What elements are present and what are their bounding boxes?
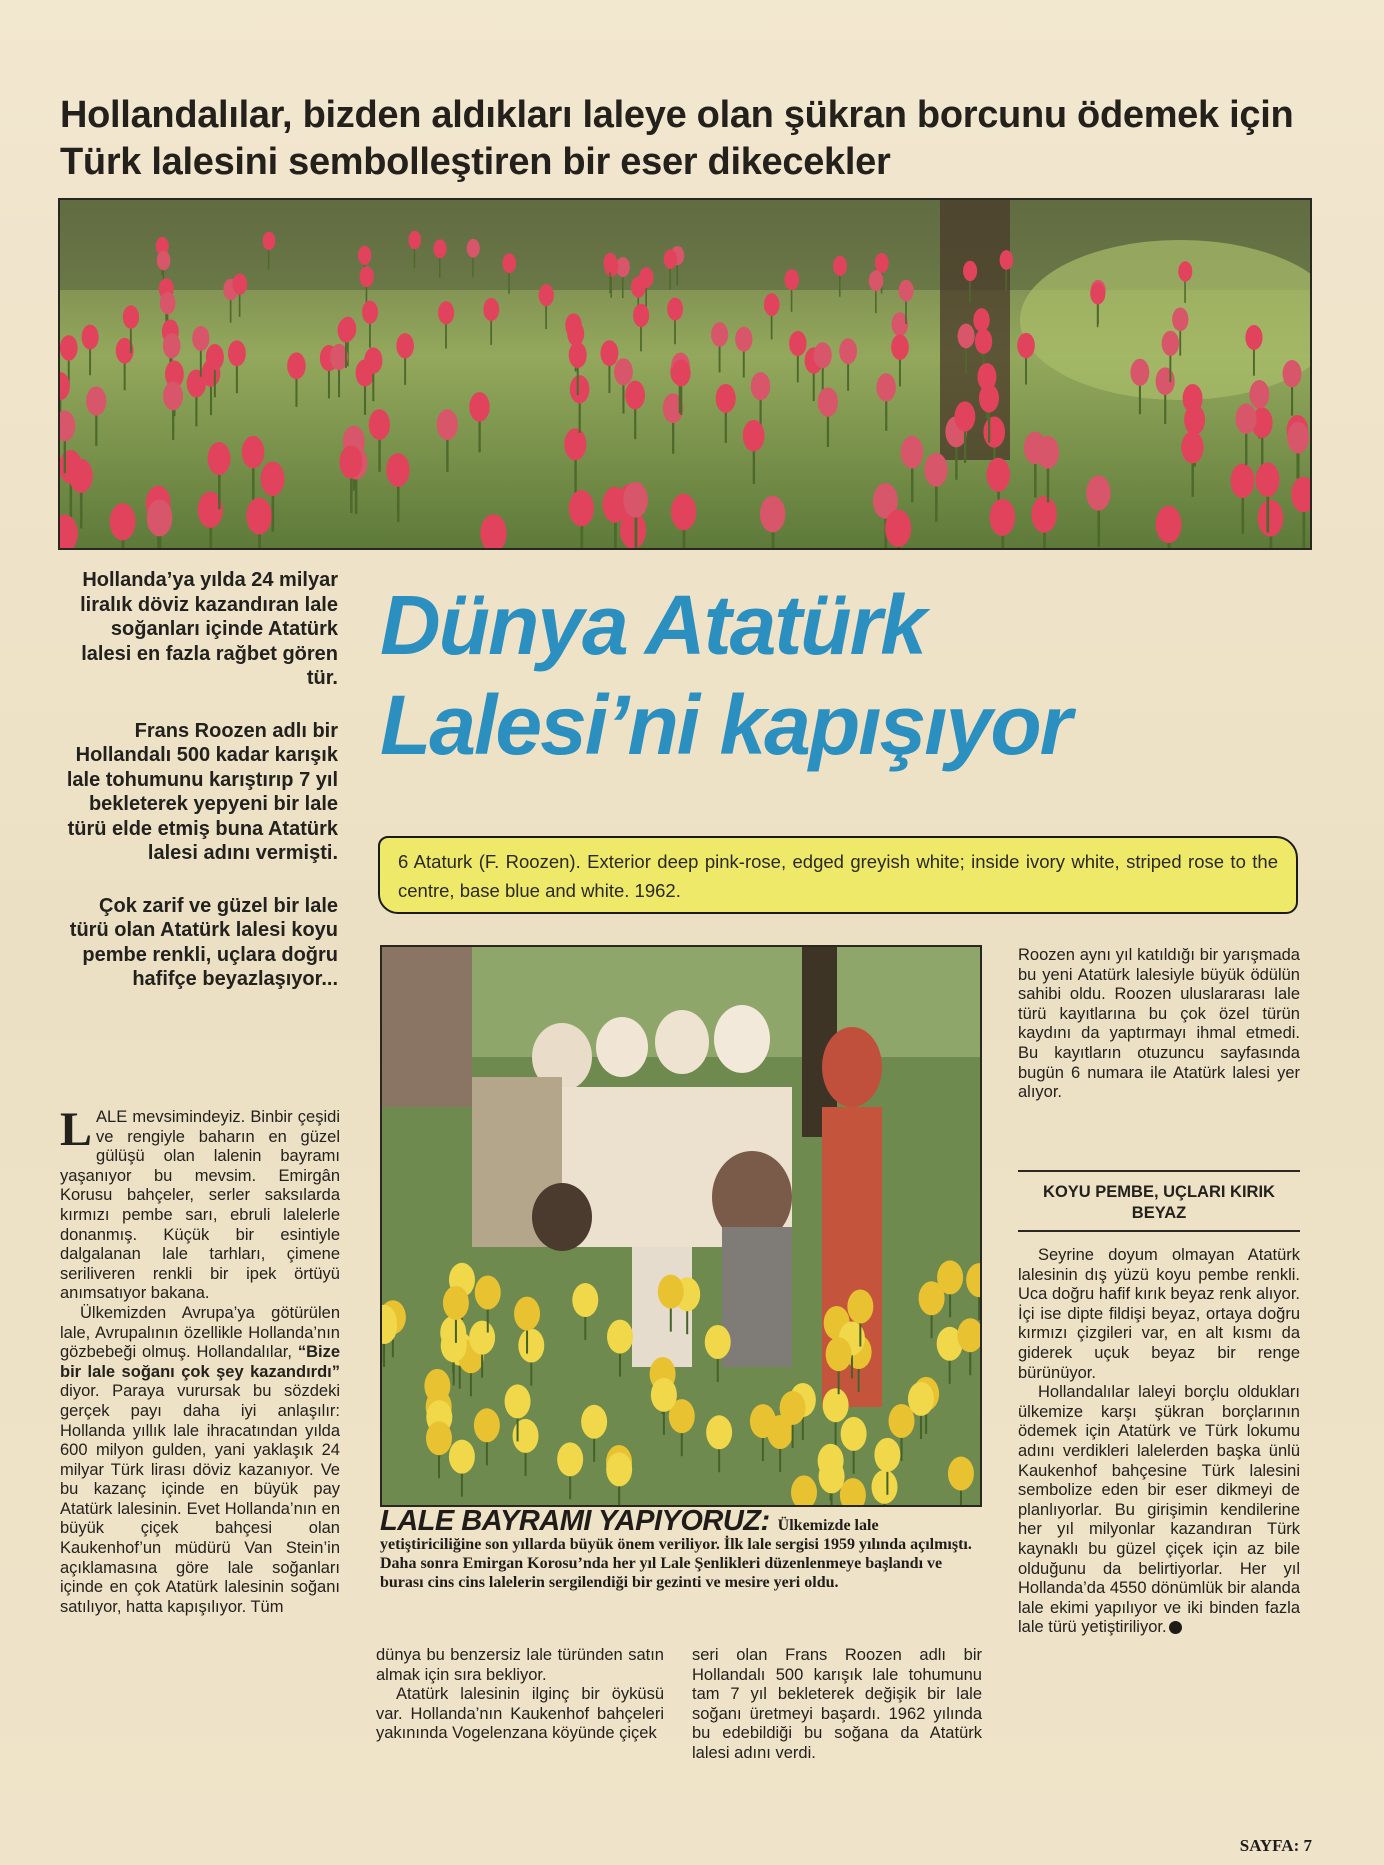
body-paragraph: Roozen aynı yıl katıldığı bir yarışmada bu yeni Atatürk lalesiyle büyük ödülün sahibi oldu. Roozen uluslararası lale türü kayıtlarına bu çok özel türün kaydını da yaptırmayı ihmal etmedi. Bu kayıtların otuzuncu sayfasında bugün 6 numara ile Atatürk lalesi yer alıyor. [1018,946,1300,1102]
body-paragraph: LALE mevsimindeyiz. Binbir çeşidi ve rengiyle baharın en güzel gülüşü olan lalenin bayramı yaşanıyor bu mevsim. Emirgân Korusu bahçeler, serler saksılarda kırmızı pembe sarı, ebruli lalelerle donanmış. Küçük bir esintiyle dalgalanan lale tarhları, çimene seriliveren renkli bir ipek örtüyü anımsatıyor bakana. [60,1103,340,1303]
lead-summary [60,568,338,1020]
tulip-festival-photo [380,945,982,1507]
body-column-mid-1 [376,1646,664,1744]
body-paragraph: dünya bu benzersiz lale türünden satın almak için sıra bekliyor. [376,1646,664,1684]
body-column-mid-2 [692,1646,982,1764]
main-headline [380,575,1310,775]
section-subheading: KOYU PEMBE, UÇLARI KIRIK BEYAZ [1018,1170,1300,1232]
lead-paragraph: Frans Roozen adlı bir Hollandalı 500 kadar karışık lale tohumunu karıştırıp 7 yıl bekleterek yepyeni bir lale türü elde etmiş buna Atatürk lalesi adını vermişti. [66,719,338,864]
body-column-right-top [1018,946,1300,1103]
page-number: SAYFA: 7 [1239,1836,1312,1855]
body-paragraph: Atatürk lalesinin ilginç bir öyküsü var. Hollanda’nın Kaukenhof bahçeleri yakınında Vogelenzana köyünde çiçek [376,1685,664,1743]
main-headline-line: Lalesi’ni kapışıyor [380,678,1071,772]
body-paragraph: Ülkemizden Avrupa’ya götürülen lale, Avrupalının özellikle Hollanda’nın gözbebeği olmuş. Hollandalılar, “Bize bir lale soğanı çok şey kazandırdı” diyor. Paraya vurursak bu sözdeki gerçek payı daha iyi anlaşılır: Hollanda yıllık lale ihracatından yılda 600 milyon gulden, yani yaklaşık 24 milyar Türk lirası döviz kazanıyor. Ve bu kazanç içinde en büyük pay Atatürk lalesinin. Evet Hollanda’nın en büyük çiçek bahçesi olan Kaukenhof’un müdürü Van Stein’in açıklamasına göre lale soğanları içinde en çok Atatürk lalesinin soğanı satılıyor, hatta kapışılıyor. Tüm [60,1303,340,1616]
body-paragraph: Seyrine doyum olmayan Atatürk lalesinin dış yüzü koyu pembe renkli. Uca doğru hafif kırık beyaz renk alıyor. İçi ise dipte fildişi beyaz, ortaya doğru kırmızı çizgileri var, en alt kısmı da giderek uçuk beyaz bir renge bürünüyor. [1018,1246,1300,1382]
top-headline: Hollandalılar, bizden aldıkları laleye olan şükran borcunu ödemek için Türk lalesini sembolleştiren bir eser dikecekler [60,94,1294,183]
tulip-field-illustration [60,200,1310,548]
festival-illustration [382,947,980,1505]
photo-caption [380,1505,982,1592]
tulip-field-photo [58,198,1312,550]
body-column-right-bottom [1018,1246,1300,1638]
lead-paragraph: Hollanda’ya yılda 24 milyar liralık döviz kazandıran lale soğanları içinde Atatürk lalesi en fazla rağbet gören tür. [80,569,338,689]
main-headline-line: Dünya Atatürk [380,578,925,672]
catalog-entry-highlight: 6 Ataturk (F. Roozen). Exterior deep pink-rose, edged greyish white; inside ivory white, striped rose to the centre, base blue and white. 1962. [378,836,1298,914]
caption-text: Ülkemizde lale yetiştiriciliğine son yıllarda büyük önem veriliyor. İlk lale sergisi 1959 yılında açılmıştı. Daha sonra Emirgan Korosu’nda her yıl Lale Şenlikleri düzenlenmeye başlandı ve burası cins cins lalelerin sergilendiği bir gezinti ve mesire yeri oldu. [380,1517,972,1591]
lead-paragraph: Çok zarif ve güzel bir lale türü olan Atatürk lalesi koyu pembe renkli, uçlara doğru hafifçe beyazlaşıyor... [69,894,338,990]
body-paragraph: Hollandalılar laleyi borçlu oldukları ülkemize karşı şükran borçlarının ödemek için Atatürk ve Türk lokumu adını verdikleri lalelerden başka ünlü Kaukenhof bahçesine Türk lalesini sembolize eden bir eser dikmeyi de planlıyorlar. Bu girişimin kendilerine her yıl milyonlar kazandıran Türk kaynaklı bu güzel çiçek için az bile olduğunu da belirtiyorlar. Her yıl Hollanda’da 4550 dönümlük bir alanda lale ekimi yapılıyor ve iki binden fazla lale türü yetiştiriliyor. [1018,1383,1300,1637]
body-paragraph: seri olan Frans Roozen adlı bir Hollandalı 500 karışık lale tohumunu tam 7 yıl bekleterek değişik bir lale soğanı üretmeyi başardı. 1962 yılında bu edebildiği bu soğana da Atatürk lalesi adını verdi. [692,1646,982,1762]
caption-lead: LALE BAYRAMI YAPIYORUZ: [380,1505,770,1537]
pull-quote: “Bize bir lale soğanı çok şey kazandırdı” [60,1343,340,1381]
end-of-article-icon [1169,1621,1182,1634]
drop-cap: L [60,1103,93,1156]
body-column-left [60,1103,340,1617]
